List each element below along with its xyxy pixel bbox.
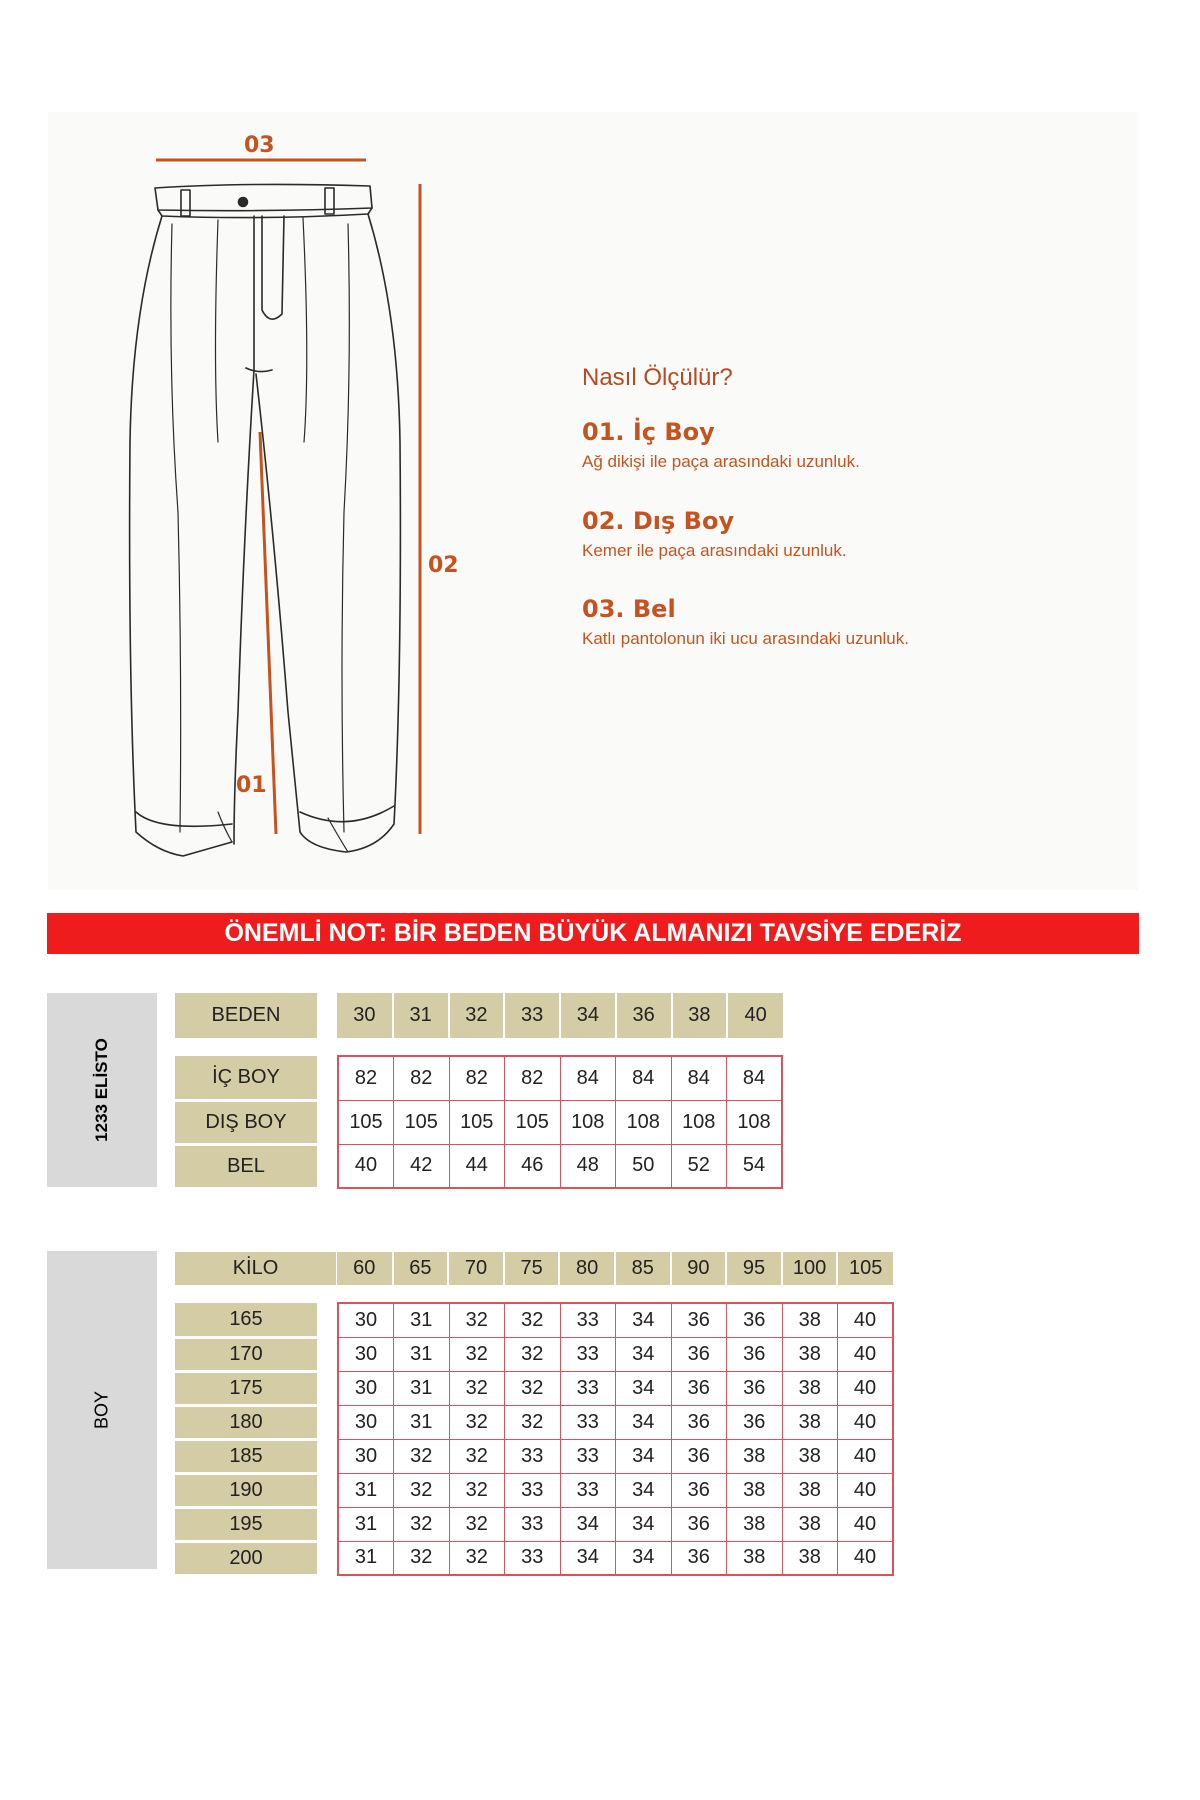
table-cell: 34 xyxy=(616,1405,672,1439)
table-cell: 108 xyxy=(560,1100,616,1144)
table-cell: 38 xyxy=(782,1337,838,1371)
kilo-label: KİLO xyxy=(175,1252,336,1285)
table-cell: 33 xyxy=(505,1507,561,1541)
how-item-outseam xyxy=(582,507,847,561)
table-cell: 36 xyxy=(671,1541,727,1575)
table-row xyxy=(338,1144,782,1188)
table-cell: 38 xyxy=(782,1507,838,1541)
label-01: 01 xyxy=(236,773,267,798)
table-cell: 105 xyxy=(394,1100,450,1144)
table-cell: 31 xyxy=(394,1337,450,1371)
table-cell: 33 xyxy=(560,1405,616,1439)
beden-label: BEDEN xyxy=(175,993,317,1038)
table-cell: 32 xyxy=(394,1541,450,1575)
table-cell: 38 xyxy=(782,1303,838,1337)
table-cell: 38 xyxy=(782,1371,838,1405)
table-cell: 32 xyxy=(394,1439,450,1473)
table-row xyxy=(338,1439,893,1473)
table-cell: 32 xyxy=(449,1473,505,1507)
table-cell: 32 xyxy=(449,1371,505,1405)
table-cell: 40 xyxy=(838,1303,894,1337)
table-cell: 32 xyxy=(449,1541,505,1575)
weight-header-cell: 100 xyxy=(782,1252,838,1285)
table-cell: 36 xyxy=(727,1371,783,1405)
how-item-heading: 01. İç Boy xyxy=(582,418,715,446)
height-row-labels xyxy=(175,1303,317,1577)
how-to-measure-title: Nasıl Ölçülür? xyxy=(582,364,733,391)
size-header-label-cell xyxy=(175,993,317,1038)
table-cell: 33 xyxy=(560,1473,616,1507)
size-header-cell: 38 xyxy=(672,993,728,1038)
table-cell: 31 xyxy=(338,1541,394,1575)
table-cell: 40 xyxy=(838,1337,894,1371)
table-cell: 82 xyxy=(449,1056,505,1100)
table-row xyxy=(338,1541,893,1575)
table-row xyxy=(338,1473,893,1507)
table-cell: 31 xyxy=(394,1371,450,1405)
table-row xyxy=(338,1337,893,1371)
height-row-label: 175 xyxy=(175,1371,317,1405)
table-cell: 33 xyxy=(505,1439,561,1473)
height-row-label: 180 xyxy=(175,1405,317,1439)
table-cell: 36 xyxy=(671,1371,727,1405)
table-cell: 36 xyxy=(727,1337,783,1371)
table-row xyxy=(338,1303,893,1337)
height-row-label: 195 xyxy=(175,1507,317,1541)
size-header-cell: 32 xyxy=(449,993,505,1038)
weight-header-cell: 60 xyxy=(337,1252,393,1285)
table-cell: 31 xyxy=(394,1303,450,1337)
table-cell: 54 xyxy=(727,1144,783,1188)
table-cell: 38 xyxy=(727,1507,783,1541)
table-cell: 34 xyxy=(616,1507,672,1541)
fit-recommendation-grid xyxy=(337,1302,894,1576)
table-cell: 108 xyxy=(671,1100,727,1144)
trousers-diagram xyxy=(48,112,548,890)
how-item-description: Kemer ile paça arasındaki uzunluk. xyxy=(582,541,847,560)
label-02: 02 xyxy=(428,553,459,578)
size-header-cell: 40 xyxy=(727,993,783,1038)
table-cell: 82 xyxy=(394,1056,450,1100)
table-cell: 46 xyxy=(505,1144,561,1188)
table-cell: 40 xyxy=(838,1541,894,1575)
table-cell: 33 xyxy=(560,1439,616,1473)
table-cell: 42 xyxy=(394,1144,450,1188)
table-cell: 33 xyxy=(560,1337,616,1371)
table-cell: 34 xyxy=(616,1337,672,1371)
table-cell: 105 xyxy=(338,1100,394,1144)
table-cell: 33 xyxy=(560,1371,616,1405)
weight-header-cell: 105 xyxy=(837,1252,893,1285)
how-item-description: Katlı pantolonun iki ucu arasındaki uzunluk. xyxy=(582,629,909,648)
table-cell: 40 xyxy=(838,1507,894,1541)
size-header-row xyxy=(337,993,783,1038)
weight-header-cell: 80 xyxy=(559,1252,615,1285)
how-item-heading: 03. Bel xyxy=(582,595,676,623)
table-cell: 40 xyxy=(838,1439,894,1473)
table-cell: 33 xyxy=(505,1541,561,1575)
table-cell: 44 xyxy=(449,1144,505,1188)
row-label-ic-boy: İÇ BOY xyxy=(175,1056,317,1100)
height-row-label: 200 xyxy=(175,1541,317,1575)
row-label-bel: BEL xyxy=(175,1144,317,1188)
table-cell: 30 xyxy=(338,1405,394,1439)
table-cell: 31 xyxy=(394,1405,450,1439)
table-cell: 34 xyxy=(560,1541,616,1575)
size-header-cell: 36 xyxy=(616,993,672,1038)
height-row-label: 170 xyxy=(175,1337,317,1371)
table-row xyxy=(338,1507,893,1541)
table-cell: 30 xyxy=(338,1439,394,1473)
table-cell: 50 xyxy=(616,1144,672,1188)
weight-header-cell: 75 xyxy=(504,1252,560,1285)
table-cell: 32 xyxy=(505,1371,561,1405)
table-cell: 30 xyxy=(338,1371,394,1405)
table-cell: 36 xyxy=(671,1473,727,1507)
model-code-label xyxy=(47,993,157,1187)
table-cell: 32 xyxy=(449,1337,505,1371)
weight-header-cell: 90 xyxy=(671,1252,727,1285)
how-item-description: Ağ dikişi ile paça arasındaki uzunluk. xyxy=(582,452,860,471)
table-cell: 32 xyxy=(394,1473,450,1507)
table-cell: 84 xyxy=(671,1056,727,1100)
row-label-dis-boy: DIŞ BOY xyxy=(175,1100,317,1144)
weight-header-cell: 85 xyxy=(615,1252,671,1285)
table-cell: 34 xyxy=(560,1507,616,1541)
table-cell: 36 xyxy=(727,1303,783,1337)
table-cell: 33 xyxy=(505,1473,561,1507)
table-cell: 31 xyxy=(338,1473,394,1507)
size-row-labels xyxy=(175,1056,317,1190)
table-cell: 84 xyxy=(616,1056,672,1100)
table-cell: 32 xyxy=(449,1303,505,1337)
size-header-cell: 31 xyxy=(393,993,449,1038)
table-cell: 36 xyxy=(671,1303,727,1337)
table-cell: 36 xyxy=(671,1507,727,1541)
table-cell: 34 xyxy=(616,1303,672,1337)
table-cell: 40 xyxy=(338,1144,394,1188)
table-cell: 108 xyxy=(616,1100,672,1144)
weight-header-cell: 95 xyxy=(726,1252,782,1285)
how-item-heading: 02. Dış Boy xyxy=(582,507,735,535)
model-code-text: 1233 ELİSTO xyxy=(92,1038,111,1142)
table-cell: 38 xyxy=(782,1541,838,1575)
height-row-label: 185 xyxy=(175,1439,317,1473)
table-cell: 34 xyxy=(616,1473,672,1507)
height-row-label: 165 xyxy=(175,1303,317,1337)
height-axis-text: BOY xyxy=(91,1390,112,1430)
table-cell: 32 xyxy=(394,1507,450,1541)
table-cell: 82 xyxy=(338,1056,394,1100)
table-cell: 32 xyxy=(505,1303,561,1337)
table-cell: 38 xyxy=(782,1473,838,1507)
size-header-cell: 34 xyxy=(560,993,616,1038)
table-cell: 36 xyxy=(671,1337,727,1371)
table-cell: 32 xyxy=(505,1405,561,1439)
table-cell: 36 xyxy=(727,1405,783,1439)
table-cell: 30 xyxy=(338,1303,394,1337)
height-row-label: 190 xyxy=(175,1473,317,1507)
table-cell: 36 xyxy=(671,1405,727,1439)
table-row xyxy=(338,1056,782,1100)
important-notice-banner: ÖNEMLİ NOT: BİR BEDEN BÜYÜK ALMANIZI TAVSİYE EDERİZ xyxy=(47,913,1139,954)
table-row xyxy=(338,1100,782,1144)
table-cell: 82 xyxy=(505,1056,561,1100)
table-cell: 38 xyxy=(727,1541,783,1575)
table-cell: 84 xyxy=(727,1056,783,1100)
table-cell: 30 xyxy=(338,1337,394,1371)
table-cell: 40 xyxy=(838,1473,894,1507)
height-axis-label xyxy=(47,1251,157,1569)
table-cell: 105 xyxy=(449,1100,505,1144)
weight-header-label-cell xyxy=(175,1252,336,1285)
table-row xyxy=(338,1371,893,1405)
measurement-illustration-panel xyxy=(48,112,1138,890)
table-cell: 32 xyxy=(449,1507,505,1541)
table-cell: 105 xyxy=(505,1100,561,1144)
size-header-cell: 30 xyxy=(337,993,393,1038)
weight-header-cell: 70 xyxy=(448,1252,504,1285)
size-header-cell: 33 xyxy=(504,993,560,1038)
table-cell: 38 xyxy=(727,1473,783,1507)
table-cell: 38 xyxy=(782,1405,838,1439)
weight-header-row xyxy=(337,1252,893,1285)
table-row xyxy=(338,1405,893,1439)
table-cell: 31 xyxy=(338,1507,394,1541)
table-cell: 34 xyxy=(616,1439,672,1473)
table-cell: 108 xyxy=(727,1100,783,1144)
table-cell: 48 xyxy=(560,1144,616,1188)
how-item-inseam xyxy=(582,418,860,472)
table-cell: 40 xyxy=(838,1405,894,1439)
table-cell: 34 xyxy=(616,1371,672,1405)
how-item-waist xyxy=(582,595,909,649)
table-cell: 32 xyxy=(449,1439,505,1473)
table-cell: 84 xyxy=(560,1056,616,1100)
weight-header-cell: 65 xyxy=(393,1252,449,1285)
table-cell: 32 xyxy=(449,1405,505,1439)
table-cell: 38 xyxy=(727,1439,783,1473)
label-03: 03 xyxy=(244,133,275,158)
table-cell: 40 xyxy=(838,1371,894,1405)
table-cell: 33 xyxy=(560,1303,616,1337)
table-cell: 38 xyxy=(782,1439,838,1473)
table-cell: 36 xyxy=(671,1439,727,1473)
size-measurements-grid xyxy=(337,1055,783,1189)
table-cell: 32 xyxy=(505,1337,561,1371)
table-cell: 34 xyxy=(616,1541,672,1575)
table-cell: 52 xyxy=(671,1144,727,1188)
